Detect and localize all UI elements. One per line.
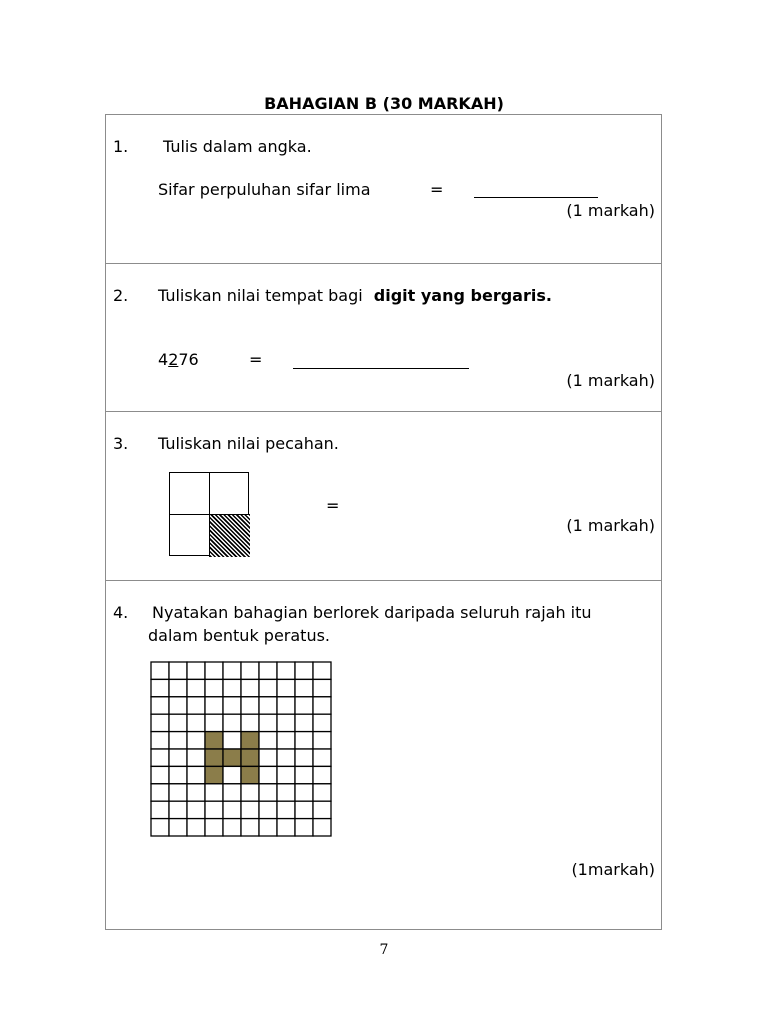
question-number: 2. <box>113 286 129 305</box>
grid-cell <box>277 784 295 801</box>
grid-cell <box>295 766 313 783</box>
grid-cell <box>169 766 187 783</box>
equals-sign: = <box>326 496 340 515</box>
grid-cell <box>259 714 277 731</box>
grid-cell <box>205 801 223 818</box>
grid-cell <box>169 714 187 731</box>
fraction-part <box>170 515 210 557</box>
question-2 <box>106 263 661 411</box>
grid-cell <box>313 801 331 818</box>
number-with-underlined-digit <box>158 350 199 369</box>
question-3 <box>106 411 661 580</box>
grid-cell <box>259 749 277 766</box>
instruction-emphasis: digit yang bergaris. <box>373 286 552 305</box>
grid-cell <box>151 801 169 818</box>
grid-cell <box>241 714 259 731</box>
grid-cell <box>295 679 313 696</box>
grid-cell <box>169 732 187 749</box>
grid-cell <box>187 697 205 714</box>
grid-cell <box>151 766 169 783</box>
grid-cell <box>151 732 169 749</box>
grid-cell <box>277 662 295 679</box>
question-box <box>105 114 662 930</box>
grid-cell <box>295 662 313 679</box>
grid-cell-shaded <box>223 749 241 766</box>
grid-cell <box>313 679 331 696</box>
grid-cell <box>295 801 313 818</box>
grid-cell <box>187 801 205 818</box>
grid-cell <box>241 697 259 714</box>
grid-cell <box>169 697 187 714</box>
grid-cell <box>223 732 241 749</box>
grid-cell <box>277 714 295 731</box>
grid-cell <box>205 679 223 696</box>
grid-cell <box>151 784 169 801</box>
grid-cell <box>223 662 241 679</box>
grid-cell <box>187 766 205 783</box>
grid-cell <box>223 801 241 818</box>
grid-cell <box>223 697 241 714</box>
grid-cell <box>259 784 277 801</box>
grid-cell <box>241 679 259 696</box>
answer-line <box>474 197 598 198</box>
grid-cell <box>151 714 169 731</box>
grid-cell <box>151 679 169 696</box>
grid-cell-shaded <box>205 749 223 766</box>
grid-cell <box>241 801 259 818</box>
grid-cell <box>223 766 241 783</box>
grid-cell <box>223 714 241 731</box>
grid-cell <box>241 819 259 836</box>
equals-sign: = <box>430 180 444 199</box>
grid-cell-shaded <box>205 766 223 783</box>
grid-cell <box>277 732 295 749</box>
grid-cell <box>295 819 313 836</box>
grid-cell <box>205 697 223 714</box>
grid-cell <box>277 819 295 836</box>
grid-cell <box>295 697 313 714</box>
fraction-part <box>170 473 210 515</box>
marks-label: (1 markah) <box>566 516 655 535</box>
grid-cell-shaded <box>205 732 223 749</box>
grid-cell <box>169 819 187 836</box>
question-number: 1. <box>113 137 129 156</box>
grid-cell <box>205 784 223 801</box>
grid-cell <box>223 679 241 696</box>
question-instruction-line2: dalam bentuk peratus. <box>148 626 331 645</box>
grid-cell <box>277 766 295 783</box>
grid-cell <box>151 662 169 679</box>
grid-cell <box>151 697 169 714</box>
grid-cell <box>259 697 277 714</box>
grid-cell <box>223 784 241 801</box>
grid-cell <box>187 679 205 696</box>
grid-cell <box>241 784 259 801</box>
grid-cell <box>313 732 331 749</box>
grid-cell <box>295 732 313 749</box>
question-instruction: Tuliskan nilai pecahan. <box>158 434 339 453</box>
marks-label: (1 markah) <box>566 201 655 220</box>
fraction-part <box>210 473 250 515</box>
question-4 <box>106 580 661 929</box>
question-number: 4. <box>113 603 129 622</box>
grid-cell <box>259 819 277 836</box>
grid-cell <box>205 662 223 679</box>
grid-cell <box>187 714 205 731</box>
grid-cell <box>295 714 313 731</box>
question-instruction: Tulis dalam angka. <box>163 137 312 156</box>
grid-cell <box>259 766 277 783</box>
grid-cell <box>169 662 187 679</box>
instruction-text: Tuliskan nilai tempat bagi <box>158 286 363 305</box>
grid-cell <box>313 749 331 766</box>
grid-cell-shaded <box>241 766 259 783</box>
grid-cell <box>169 679 187 696</box>
grid-cell <box>313 766 331 783</box>
grid-cell <box>187 662 205 679</box>
grid-cell <box>277 801 295 818</box>
grid-cell <box>259 732 277 749</box>
marks-label: (1 markah) <box>566 371 655 390</box>
grid-cell <box>277 697 295 714</box>
page-number: 7 <box>379 942 389 958</box>
grid-cell <box>313 662 331 679</box>
grid-cell <box>169 801 187 818</box>
grid-cell <box>313 714 331 731</box>
fraction-figure <box>169 472 249 556</box>
grid-cell <box>187 784 205 801</box>
question-instruction-line1: Nyatakan bahagian berlorek daripada seluruh rajah itu <box>152 603 592 622</box>
grid-cell <box>169 749 187 766</box>
grid-cell <box>313 819 331 836</box>
grid-cell-shaded <box>241 749 259 766</box>
grid-cell <box>313 784 331 801</box>
grid-cell <box>205 819 223 836</box>
grid-cell <box>259 662 277 679</box>
number-part: 4 <box>158 350 169 369</box>
question-number: 3. <box>113 434 129 453</box>
number-part: 76 <box>178 350 199 369</box>
grid-cell <box>313 697 331 714</box>
grid-cell <box>295 784 313 801</box>
grid-cell <box>241 662 259 679</box>
equals-sign: = <box>249 350 263 369</box>
grid-cell <box>277 679 295 696</box>
grid-cell <box>187 749 205 766</box>
grid-cell <box>259 801 277 818</box>
percentage-grid-figure <box>150 661 332 839</box>
grid-cell <box>187 819 205 836</box>
grid-cell-shaded <box>241 732 259 749</box>
grid-cell <box>169 784 187 801</box>
grid-cell <box>205 714 223 731</box>
grid-cell <box>223 819 241 836</box>
fraction-part-shaded <box>210 515 250 557</box>
question-1 <box>106 115 661 263</box>
question-prompt: Sifar perpuluhan sifar lima <box>158 180 371 199</box>
question-instruction <box>158 286 552 305</box>
grid-cell <box>295 749 313 766</box>
grid-cell <box>277 749 295 766</box>
grid-cell <box>259 679 277 696</box>
grid-cell <box>187 732 205 749</box>
section-title: BAHAGIAN B (30 MARKAH) <box>264 94 504 113</box>
underlined-digit: 2 <box>168 350 179 369</box>
marks-label: (1markah) <box>571 860 655 879</box>
grid-cell <box>151 749 169 766</box>
grid-cell <box>151 819 169 836</box>
answer-line <box>293 368 469 369</box>
